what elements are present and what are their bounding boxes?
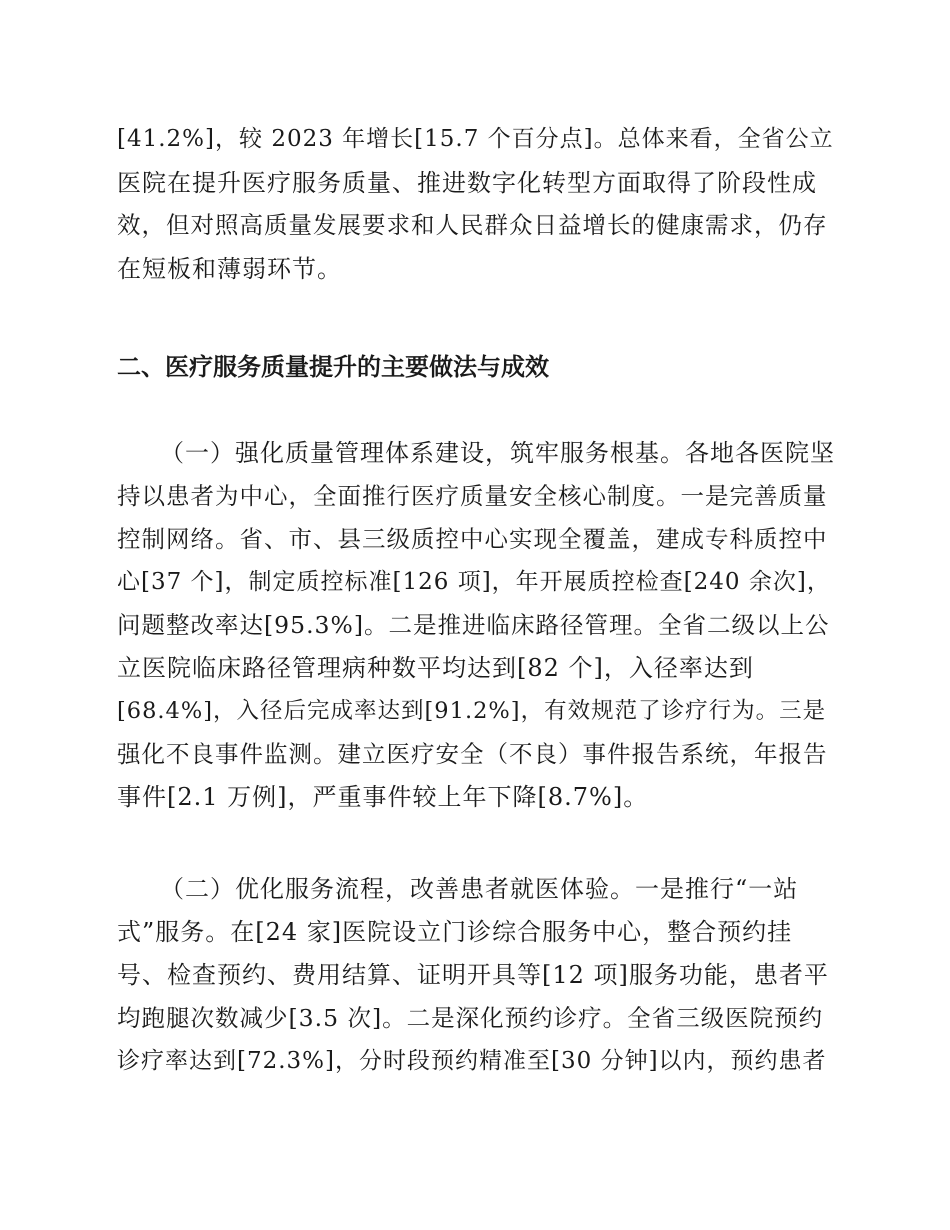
- text-line: 效，但对照高质量发展要求和人民群众日益增长的健康需求，仍存: [117, 211, 828, 239]
- text-line: 号、检查预约、费用结算、证明开具等[12 项]服务功能，患者平: [117, 961, 829, 989]
- text-line: 立医院临床路径管理病种数平均达到[82 个]，入径率达到: [117, 654, 754, 682]
- text-line: 问题整改率达[95.3%]。二是推进临床路径管理。全省二级以上公: [117, 611, 830, 639]
- text-line: （一）强化质量管理体系建设，筑牢服务根基。各地各医院坚: [160, 439, 835, 467]
- text-line: 强化不良事件监测。建立医疗安全（不良）事件报告系统，年报告: [117, 740, 828, 768]
- section-heading: 二、医疗服务质量提升的主要做法与成效: [117, 353, 549, 381]
- text-line: [68.4%]，入径后完成率达到[91.2%]，有效规范了诊疗行为。三是: [117, 698, 827, 724]
- text-line: [41.2%]，较 2023 年增长[15.7 个百分点]。总体来看，全省公立: [117, 126, 834, 152]
- text-line: 式”服务。在[24 家]医院设立门诊综合服务中心，整合预约挂: [117, 918, 793, 946]
- text-line: 医院在提升医疗服务质量、推进数字化转型方面取得了阶段性成: [117, 169, 817, 197]
- text-line: 诊疗率达到[72.3%]，分时段预约精准至[30 分钟]以内，预约患者: [117, 1048, 827, 1074]
- text-line: 事件[2.1 万例]，严重事件较上年下降[8.7%]。: [117, 783, 649, 811]
- text-line: 控制网络。省、市、县三级质控中心实现全覆盖，建成专科质控中: [117, 525, 828, 553]
- text-line: 持以患者为中心，全面推行医疗质量安全核心制度。一是完善质量: [117, 482, 828, 510]
- text-line: 均跑腿次数减少[3.5 次]。二是深化预约诊疗。全省三级医院预约: [117, 1004, 824, 1032]
- text-line: 心[37 个]，制定质控标准[126 项]，年开展质控检查[240 余次]，: [117, 569, 831, 595]
- text-line: 在短板和薄弱环节。: [117, 255, 342, 283]
- text-line: （二）优化服务流程，改善患者就医体验。一是推行“一站: [160, 875, 799, 903]
